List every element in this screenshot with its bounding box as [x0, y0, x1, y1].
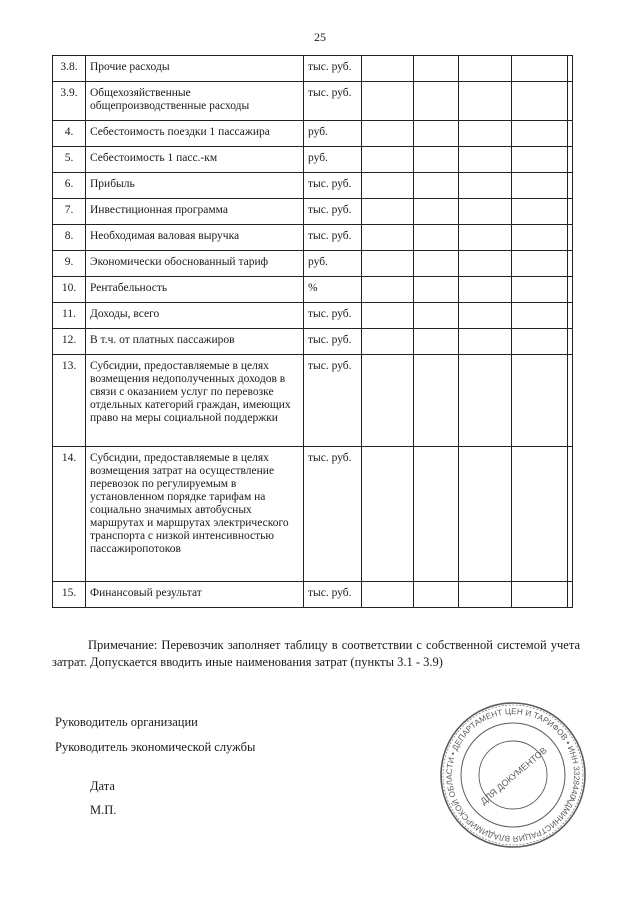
row-number-cell: 12.: [53, 329, 86, 355]
value-cell: [362, 147, 414, 173]
indicator-name-cell: Инвестиционная программа: [86, 199, 304, 225]
row-number-cell: 4.: [53, 121, 86, 147]
table-row: [53, 147, 573, 173]
table-row: [53, 355, 573, 447]
table-row: [53, 173, 573, 199]
value-cell: [512, 329, 568, 355]
table-row: [53, 329, 573, 355]
value-cell: [568, 82, 573, 121]
value-cell: [568, 121, 573, 147]
value-cell: [568, 199, 573, 225]
value-cell: [459, 56, 512, 82]
value-cell: [362, 225, 414, 251]
value-cell: [512, 303, 568, 329]
value-cell: [512, 355, 568, 447]
indicator-name-cell: Общехозяйственные общепроизводственные расходы: [86, 82, 304, 121]
indicator-name-cell: Себестоимость поездки 1 пассажира: [86, 121, 304, 147]
value-cell: [568, 447, 573, 582]
row-number-cell: 15.: [53, 582, 86, 608]
value-cell: [512, 56, 568, 82]
row-number-cell: 5.: [53, 147, 86, 173]
mp-label: М.П.: [90, 803, 117, 817]
value-cell: [362, 251, 414, 277]
value-cell: [414, 355, 459, 447]
row-number-cell: 14.: [53, 447, 86, 582]
value-cell: [414, 329, 459, 355]
row-number-cell: 6.: [53, 173, 86, 199]
value-cell: [414, 303, 459, 329]
value-cell: [362, 121, 414, 147]
value-cell: [362, 582, 414, 608]
value-cell: [362, 303, 414, 329]
row-number-cell: 11.: [53, 303, 86, 329]
value-cell: [414, 147, 459, 173]
value-cell: [512, 147, 568, 173]
value-cell: [512, 225, 568, 251]
value-cell: [362, 329, 414, 355]
table-row: [53, 303, 573, 329]
table-row: [53, 82, 573, 121]
value-cell: [459, 251, 512, 277]
value-cell: [459, 355, 512, 447]
value-cell: [459, 121, 512, 147]
value-cell: [512, 199, 568, 225]
value-cell: [459, 582, 512, 608]
value-cell: [414, 251, 459, 277]
unit-cell: руб.: [304, 121, 362, 147]
indicator-name-cell: В т.ч. от платных пассажиров: [86, 329, 304, 355]
value-cell: [414, 199, 459, 225]
unit-cell: %: [304, 277, 362, 303]
value-cell: [362, 173, 414, 199]
value-cell: [459, 82, 512, 121]
value-cell: [568, 329, 573, 355]
value-cell: [512, 582, 568, 608]
row-number-cell: 9.: [53, 251, 86, 277]
indicator-name-cell: Доходы, всего: [86, 303, 304, 329]
value-cell: [414, 121, 459, 147]
indicator-name-cell: Субсидии, предоставляемые в целях возмещения недополученных доходов в связи с оказанием услуг по перевозке отдельных категорий граждан, имеющих право на меры социальной поддержки: [86, 355, 304, 447]
date-label: Дата: [90, 779, 115, 793]
row-number-cell: 3.9.: [53, 82, 86, 121]
indicator-name-cell: Прочие расходы: [86, 56, 304, 82]
unit-cell: тыс. руб.: [304, 355, 362, 447]
value-cell: [459, 147, 512, 173]
stamp-center-text: ДЛЯ ДОКУМЕНТОВ: [478, 745, 549, 807]
value-cell: [414, 173, 459, 199]
row-number-cell: 10.: [53, 277, 86, 303]
value-cell: [459, 173, 512, 199]
cost-table: [52, 55, 573, 608]
value-cell: [568, 303, 573, 329]
econ-signature-label: Руководитель экономической службы: [55, 740, 256, 754]
value-cell: [414, 56, 459, 82]
value-cell: [362, 56, 414, 82]
unit-cell: тыс. руб.: [304, 303, 362, 329]
value-cell: [568, 251, 573, 277]
row-number-cell: 13.: [53, 355, 86, 447]
head-signature-label: Руководитель организации: [55, 715, 198, 729]
table-row: [53, 277, 573, 303]
value-cell: [414, 277, 459, 303]
page-number: 25: [314, 30, 326, 44]
unit-cell: руб.: [304, 251, 362, 277]
official-stamp: [438, 700, 588, 850]
table-row: [53, 251, 573, 277]
value-cell: [362, 355, 414, 447]
row-number-cell: 3.8.: [53, 56, 86, 82]
value-cell: [512, 447, 568, 582]
value-cell: [512, 121, 568, 147]
row-number-cell: 8.: [53, 225, 86, 251]
table-row: [53, 56, 573, 82]
indicator-name-cell: Субсидии, предоставляемые в целях возмещения затрат на осуществление перевозок по регулируемым в установленном порядке тарифам на социально значимых автобусных маршрутах и маршрутах электрического транспорта с низкой интенсивностью пассажиропотоков: [86, 447, 304, 582]
value-cell: [362, 447, 414, 582]
value-cell: [568, 147, 573, 173]
value-cell: [568, 225, 573, 251]
indicator-name-cell: Рентабельность: [86, 277, 304, 303]
note-text: Примечание: Перевозчик заполняет таблицу в соответствии с собственной системой учета затрат. Допускается вводить иные наименования затрат (пункты 3.1 - 3.9): [52, 638, 580, 669]
table-row: [53, 225, 573, 251]
indicator-name-cell: Экономически обоснованный тариф: [86, 251, 304, 277]
table-row: [53, 447, 573, 582]
value-cell: [414, 82, 459, 121]
unit-cell: тыс. руб.: [304, 225, 362, 251]
value-cell: [459, 303, 512, 329]
value-cell: [362, 199, 414, 225]
note-paragraph: [52, 637, 580, 671]
value-cell: [512, 82, 568, 121]
table-row: [53, 582, 573, 608]
value-cell: [362, 82, 414, 121]
unit-cell: руб.: [304, 147, 362, 173]
unit-cell: тыс. руб.: [304, 82, 362, 121]
unit-cell: тыс. руб.: [304, 173, 362, 199]
value-cell: [459, 225, 512, 251]
value-cell: [568, 355, 573, 447]
value-cell: [414, 447, 459, 582]
value-cell: [459, 199, 512, 225]
indicator-name-cell: Необходимая валовая выручка: [86, 225, 304, 251]
value-cell: [459, 277, 512, 303]
value-cell: [568, 56, 573, 82]
value-cell: [459, 447, 512, 582]
value-cell: [568, 173, 573, 199]
value-cell: [568, 582, 573, 608]
value-cell: [414, 582, 459, 608]
value-cell: [568, 277, 573, 303]
unit-cell: тыс. руб.: [304, 582, 362, 608]
value-cell: [512, 277, 568, 303]
value-cell: [512, 173, 568, 199]
indicator-name-cell: Финансовый результат: [86, 582, 304, 608]
table-row: [53, 121, 573, 147]
unit-cell: тыс. руб.: [304, 329, 362, 355]
unit-cell: тыс. руб.: [304, 56, 362, 82]
stamp-ring-text: АДМИНИСТРАЦИЯ ВЛАДИМИРСКОЙ ОБЛАСТИ • ДЕПАРТАМЕНТ ЦЕН И ТАРИФОВ • ИНН 3328440789: [444, 706, 582, 844]
value-cell: [512, 251, 568, 277]
table-row: [53, 199, 573, 225]
value-cell: [459, 329, 512, 355]
indicator-name-cell: Себестоимость 1 пасс.-км: [86, 147, 304, 173]
unit-cell: тыс. руб.: [304, 199, 362, 225]
row-number-cell: 7.: [53, 199, 86, 225]
value-cell: [414, 225, 459, 251]
unit-cell: тыс. руб.: [304, 447, 362, 582]
value-cell: [362, 277, 414, 303]
indicator-name-cell: Прибыль: [86, 173, 304, 199]
